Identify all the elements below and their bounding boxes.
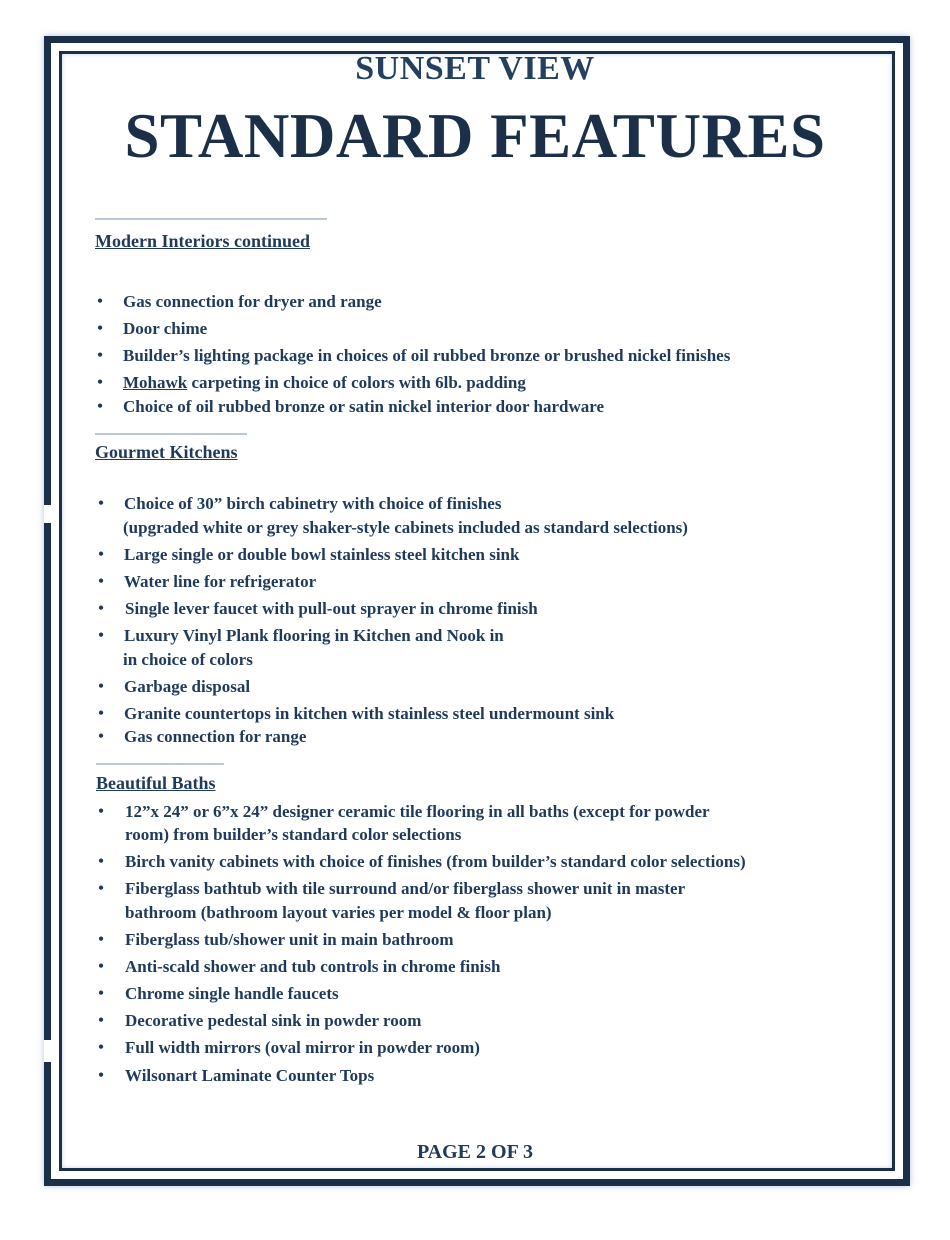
list-item-text: Door chime: [123, 319, 208, 338]
list-item-text: Wilsonart Laminate Counter Tops: [125, 1066, 375, 1085]
section-divider: [95, 433, 247, 435]
bullet-icon: •: [98, 678, 104, 695]
bullet-icon: •: [98, 958, 104, 975]
list-item-text: Birch vanity cabinets with choice of finishes (from builder’s standard color selections): [125, 852, 746, 871]
bullet-icon: •: [97, 398, 103, 415]
bullet-icon: •: [98, 705, 104, 722]
frame-gap-mark: [44, 1040, 51, 1062]
bullet-icon: •: [98, 495, 104, 512]
bullet-icon: •: [97, 293, 103, 310]
list-item-text: Fiberglass bathtub with tile surround and/or fiberglass shower unit in master: [125, 879, 686, 898]
list-item-text: Gas connection for dryer and range: [123, 292, 382, 311]
document-subtitle: SUNSET VIEW: [355, 50, 595, 87]
bullet-icon: •: [98, 1067, 104, 1084]
bullet-icon: •: [98, 546, 104, 563]
section-title-modern-interiors: Modern Interiors continued: [95, 231, 310, 251]
list-item-text: Large single or double bowl stainless steel kitchen sink: [124, 545, 520, 564]
bullet-icon: •: [97, 347, 103, 364]
list-item-text: Choice of oil rubbed bronze or satin nickel interior door hardware: [123, 397, 605, 416]
bullet-icon: •: [97, 374, 103, 391]
page-number: PAGE 2 OF 3: [416, 1141, 534, 1163]
bullet-icon: •: [98, 985, 104, 1002]
list-item-text: Anti-scald shower and tub controls in chrome finish: [125, 957, 501, 976]
list-item-text: Luxury Vinyl Plank flooring in Kitchen and Nook in: [124, 626, 504, 645]
bullet-icon: •: [98, 803, 104, 820]
section-divider: [96, 763, 224, 765]
section-divider: [95, 218, 327, 220]
list-item-text: in choice of colors: [123, 650, 253, 669]
bullet-icon: •: [98, 627, 104, 644]
document-title: STANDARD FEATURES: [124, 101, 826, 171]
list-item-text: bathroom (bathroom layout varies per model & floor plan): [125, 903, 552, 922]
frame-gap-mark: [44, 505, 51, 523]
list-item-text: 12”x 24” or 6”x 24” designer ceramic tile flooring in all baths (except for powder: [125, 802, 710, 821]
list-item-text-rest: carpeting in choice of colors with 6lb. padding: [187, 373, 526, 392]
bullet-icon: •: [98, 880, 104, 897]
bullet-icon: •: [98, 853, 104, 870]
bullet-icon: •: [98, 728, 104, 745]
bullet-icon: •: [98, 573, 104, 590]
bullet-icon: •: [98, 600, 104, 617]
bullet-icon: •: [98, 1012, 104, 1029]
list-item-text: Granite countertops in kitchen with stainless steel undermount sink: [124, 704, 615, 723]
section-title-gourmet-kitchens: Gourmet Kitchens: [95, 442, 238, 462]
list-item-text: Chrome single handle faucets: [125, 984, 339, 1003]
list-item-text: Gas connection for range: [124, 727, 307, 746]
list-item-text: Full width mirrors (oval mirror in powder room): [125, 1038, 480, 1057]
list-item-text: room) from builder’s standard color selections: [125, 825, 462, 844]
list-item-text: (upgraded white or grey shaker-style cabinets included as standard selections): [123, 518, 688, 537]
list-item-text: Builder’s lighting package in choices of oil rubbed bronze or brushed nickel finishes: [123, 346, 731, 365]
list-item-text: Garbage disposal: [124, 677, 251, 696]
list-item-text: Decorative pedestal sink in powder room: [125, 1011, 422, 1030]
list-item-text: [123, 371, 526, 395]
list-item-text: Choice of 30” birch cabinetry with choice of finishes: [124, 494, 502, 513]
list-item-text: Single lever faucet with pull-out sprayer in chrome finish: [125, 599, 538, 618]
brand-name-mohawk: Mohawk: [123, 373, 188, 392]
bullet-icon: •: [97, 320, 103, 337]
bullet-icon: •: [98, 1039, 104, 1056]
list-item-text: Fiberglass tub/shower unit in main bathroom: [125, 930, 454, 949]
bullet-icon: •: [98, 931, 104, 948]
list-item-text: Water line for refrigerator: [124, 572, 317, 591]
section-title-beautiful-baths: Beautiful Baths: [96, 773, 216, 793]
